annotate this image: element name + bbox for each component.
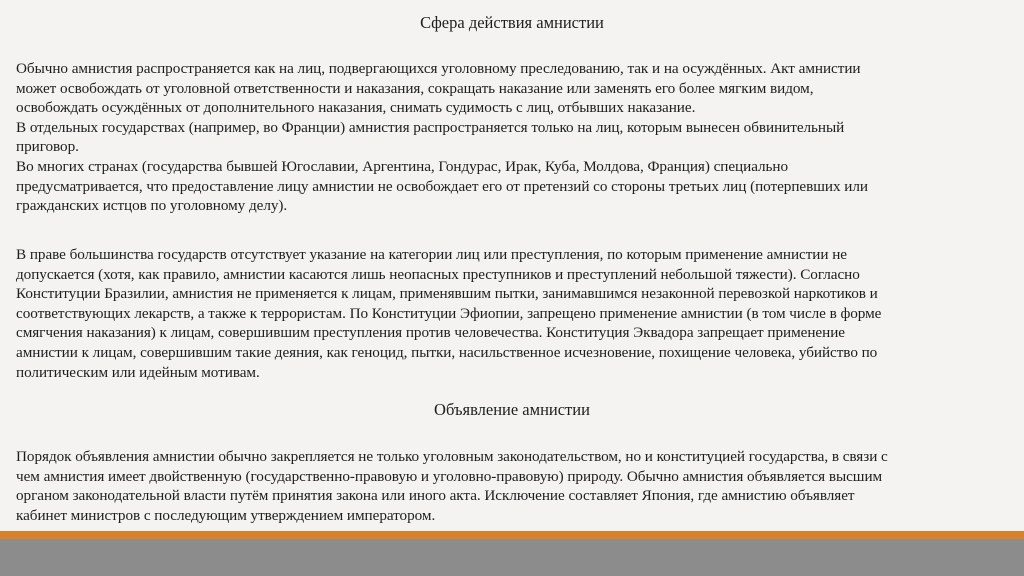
text-line: амнистии к лицам, совершившим такие деяния, как геноцид, пытки, насильственное исчезновение, похищение человека, убийство по <box>16 343 878 361</box>
text-line: освобождать осуждённых от дополнительного наказания, снимать судимость с лиц, отбывших наказание. <box>16 99 696 117</box>
paragraph-restrictions <box>16 245 1001 382</box>
text-line: может освобождать от уголовной ответственности и наказания, сокращать наказание или заменять его более мягким видом, <box>16 79 814 97</box>
paragraph-declaration <box>16 447 1001 525</box>
paragraph-scope <box>16 59 1001 216</box>
text-line: Обычно амнистия распространяется как на лиц, подвергающихся уголовному преследованию, так и на осуждённых. Акт амнистии <box>16 60 861 77</box>
section-title-declaration: Объявление амнистии <box>434 400 590 419</box>
text-line: В отдельных государствах (например, во Франции) амнистия распространяется только на лиц, которым вынесен обвинительный <box>16 118 845 136</box>
text-line: гражданских истцов по уголовному делу). <box>16 197 288 215</box>
text-line: кабинет министров с последующим утверждением императором. <box>16 506 436 524</box>
text-line: приговор. <box>16 138 79 156</box>
text-line: соответствующих лекарств, а также к террористам. По Конституции Эфиопии, запрещено применение амнистии (в том числе в форме <box>16 304 882 322</box>
text-line: предусматривается, что предоставление лицу амнистии не освобождает его от претензий со стороны третьих лиц (потерпевших или <box>16 177 868 195</box>
text-line: В праве большинства государств отсутствует указание на категории лиц или преступления, по которым применение амнистии не <box>16 246 847 263</box>
text-line: политическим или идейным мотивам. <box>16 363 260 381</box>
text-line: чем амнистия имеет двойственную (государственно-правовую и уголовно-правовую) природу. Обычно амнистия объявляется высшим <box>16 467 883 485</box>
text-line: Конституции Бразилии, амнистия не применяется к лицам, применявшим пытки, занимавшимся незаконной перевозкой наркотиков и <box>16 285 878 303</box>
text-line: допускается (хотя, как правило, амнистии касаются лишь неопасных преступников и преступлений небольшой тяжести). Согласно <box>16 265 860 283</box>
text-line: Во многих странах (государства бывшей Югославии, Аргентина, Гондурас, Ирак, Куба, Молдова, Франция) специально <box>16 157 789 175</box>
footer-bar <box>0 539 1024 576</box>
accent-bar <box>0 531 1024 539</box>
text-line: Порядок объявления амнистии обычно закрепляется не только уголовным законодательством, но и конституцией государства, в связи с <box>16 448 888 465</box>
section-title-scope: Сфера действия амнистии <box>420 13 604 32</box>
text-line: смягчения наказания) к лицам, совершившим преступления против человечества. Конституция Эквадора запрещает применение <box>16 324 845 342</box>
text-line: органом законодательной власти путём принятия закона или иного акта. Исключение составляет Япония, где амнистию объявляет <box>16 487 855 505</box>
